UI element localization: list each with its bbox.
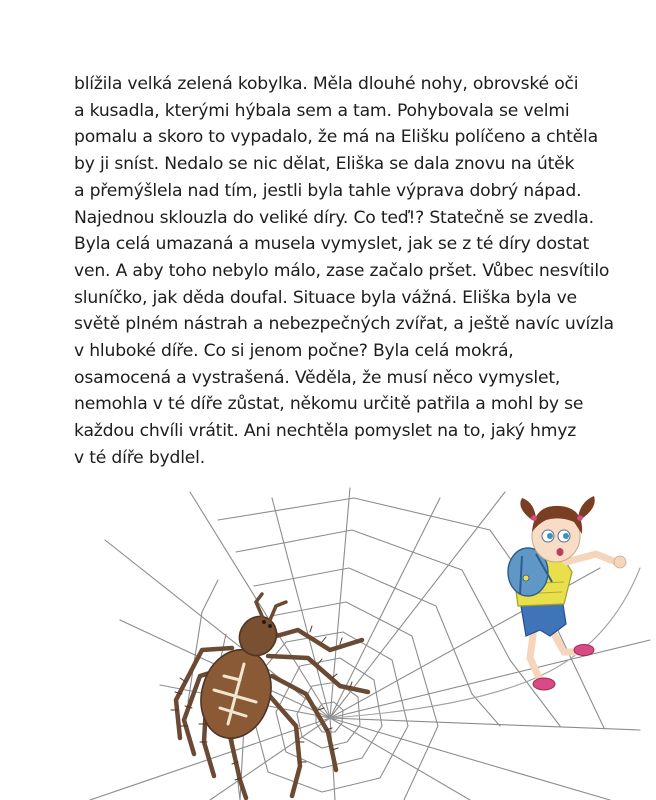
- story-line: Najednou sklouzla do veliké díry. Co teď!? Statečně se zvedla.: [74, 207, 594, 228]
- girl-pupil: [547, 533, 553, 539]
- girl-shoe: [574, 645, 594, 656]
- story-line: Byla celá umazaná a musela vymyslet, jak se z té díry dostat: [74, 234, 590, 255]
- story-line: sluníčko, jak děda doufal. Situace byla vážná. Eliška byla ve: [74, 287, 577, 308]
- girl-shoe: [533, 678, 555, 690]
- spider-web-illustration: [0, 480, 656, 800]
- spider-eye: [268, 624, 272, 628]
- story-line: v hluboké díře. Co si jenom počne? Byla celá mokrá,: [74, 341, 514, 362]
- story-line: blížila velká zelená kobylka. Měla dlouhé nohy, obrovské oči: [74, 74, 579, 94]
- story-line: světě plném nástrah a nebezpečných zvířat, a ještě navíc uvízla: [74, 314, 614, 335]
- spider-eye: [262, 620, 266, 624]
- story-line: osamocená a vystrašená. Věděla, že musí něco vymyslet,: [74, 367, 561, 388]
- story-line: a kusadla, kterými hýbala sem a tam. Pohybovala se velmi: [74, 100, 570, 121]
- story-line: by ji sníst. Nedalo se nic dělat, Eliška se dala znovu na útěk: [74, 154, 575, 175]
- story-line: v té díře bydlel.: [74, 447, 206, 468]
- girl-backpack-button: [523, 575, 529, 581]
- girl-arm: [566, 554, 616, 562]
- story-line: každou chvíli vrátit. Ani nechtěla pomyslet na to, jaký hmyz: [74, 421, 577, 442]
- spider-palps: [256, 594, 286, 620]
- story-line: ven. A aby toho nebylo málo, zase začalo pršet. Vůbec nesvítilo: [74, 260, 610, 281]
- girl-hair-tie: [531, 515, 537, 521]
- story-line: pomalu a skoro to vypadalo, že má na Elišku políčeno a chtěla: [74, 127, 598, 148]
- story-line: a přemýšlela nad tím, jestli byla tahle výprava dobrý nápad.: [74, 180, 582, 201]
- story-text: [74, 71, 634, 472]
- girl-hair-tie: [577, 515, 583, 521]
- story-line: nemohla v té díře zůstat, někomu určitě patřila a mohl by se: [74, 394, 584, 415]
- girl-mouth: [557, 548, 564, 556]
- girl-leg: [530, 628, 540, 680]
- girl-hand: [614, 556, 626, 568]
- girl-pupil: [563, 533, 569, 539]
